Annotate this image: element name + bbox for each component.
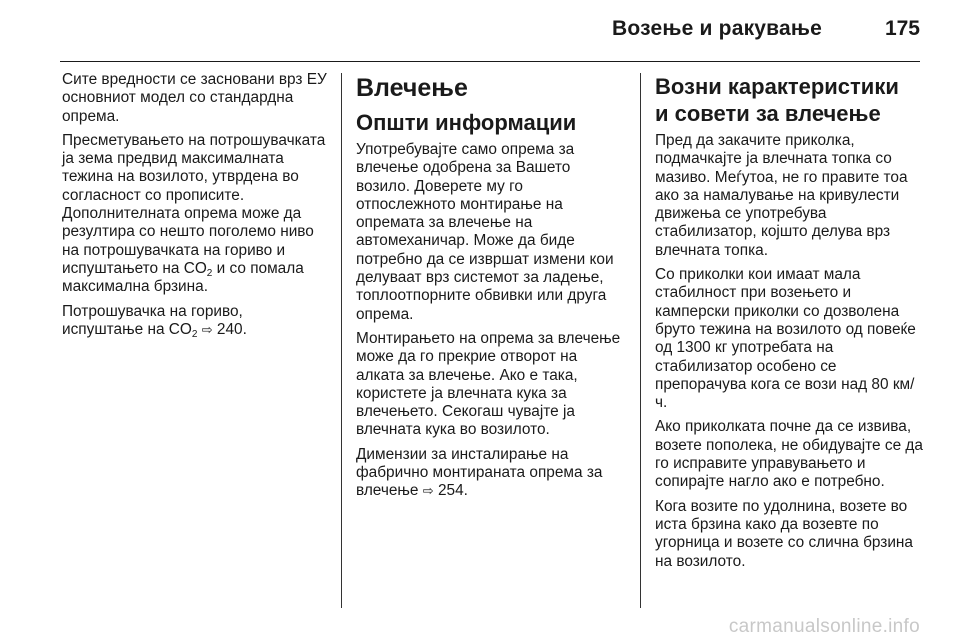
- paragraph-stabiliser: Со приколки кои имаат мала стабилност при возењето и камперски приколки со дозволена бруто тежина на возилото од повеќе од 1300 кг употребата на стабилизатор особено се препорачува кога се вози над 80 км/ч.: [655, 266, 916, 412]
- text-consumption-calc-end: и со помала максимална брзина.: [62, 259, 304, 296]
- watermark: carmanualsonline.info: [728, 616, 920, 637]
- heading-driving-characteristics-line2: и совети за влечење: [655, 101, 881, 126]
- page-header: [60, 0, 920, 62]
- column-middle: [356, 62, 624, 608]
- section-title: Возење и ракување: [612, 17, 822, 40]
- page-ref-link[interactable]: 254.: [433, 482, 468, 500]
- page-number: 175: [884, 17, 920, 40]
- column-divider-2: [640, 73, 641, 608]
- page-ref-arrow-icon: ⇨: [201, 321, 213, 337]
- page-ref-arrow-icon: ⇨: [422, 483, 434, 499]
- text-consumption-calc: Пресметувањето на потрошувачката ја зема предвид максималната тежина на возилото, утврдена во согласност со прописите. Дополнителната опрема може да резултира со нешто поголемо ниво на потрошувачката на гориво и испуштањето на CO: [62, 131, 326, 277]
- column-right: [655, 62, 923, 608]
- paragraph-towing-eye: Монтирањето на опрема за влечење може да го прекрие отворот на алката за влечење. Ако е така, користете ја влечната кука за влечењето. Секогаш чувајте ја влечната кука во возилото.: [356, 329, 621, 439]
- column-left: [62, 62, 328, 608]
- heading-towing: Влечење: [356, 74, 468, 102]
- paragraph-base-model: Сите вредности се засновани врз ЕУ основниот модел со стандардна опрема.: [62, 71, 327, 125]
- subheading-general-info: Општи информации: [356, 110, 577, 135]
- text-installation-dimensions: Димензии за инсталирање на фабрично монтираната опрема за влечење: [356, 445, 603, 500]
- paragraph-trailer-snaking: Ако приколката почне да се извива, возете пополека, не обидувајте се да го исправите управувањето и сопирајте нагло ако е потребно.: [655, 418, 923, 491]
- co2-subscript: 2: [191, 328, 198, 340]
- co2-subscript: 2: [206, 267, 213, 279]
- heading-driving-characteristics-line1: Возни карактеристики: [655, 74, 899, 99]
- text-consumption-ref: Потрошувачка на гориво, испуштање на CO: [62, 302, 243, 338]
- paragraph-downhill: Кога возите по удолнина, возете во иста брзина како да возевте по угорница и возете со слична брзина на возилото.: [655, 497, 913, 570]
- paragraph-installation-dimensions: [356, 446, 624, 501]
- paragraph-tow-ball-grease: Пред да закачите приколка, подмачкајте ја влечната топка со мазиво. Меѓутоа, не го правите тоа ако за намалување на кривулести движења се употребува стабилизатор, којшто делува врз влечната топка.: [655, 132, 908, 259]
- column-divider-1: [341, 73, 342, 608]
- paragraph-towing-equipment: Употребувајте само опрема за влечење одобрена за Вашето возило. Доверете му го отпослежното монтирање на опремата за влечење на автомеханичар. Може да биде потребно да се извршат измени кои делуваат врз системот за ладење, топлоотпорните обвивки или друга опрема.: [356, 141, 614, 323]
- page-ref-link[interactable]: 240.: [212, 320, 247, 338]
- paragraph-consumption-ref: [62, 303, 328, 340]
- paragraph-consumption-calc: [62, 132, 328, 297]
